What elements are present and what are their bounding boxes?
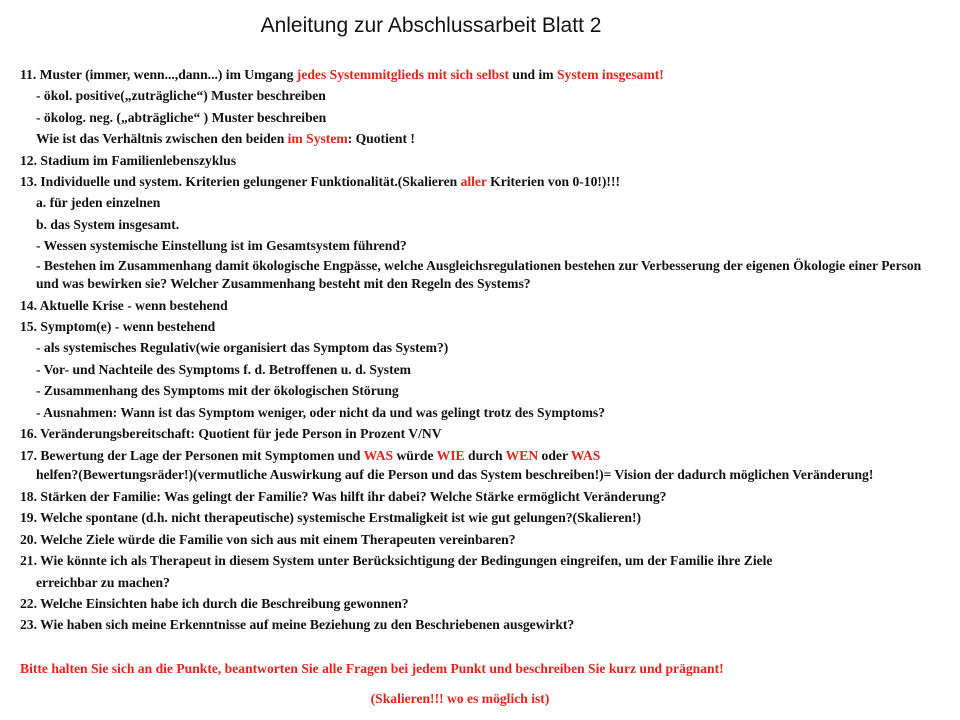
line-text: - Vor- und Nachteile des Symptoms f. d. Betroffenen u. d. System bbox=[36, 361, 411, 377]
page-title: Anleitung zur Abschlussarbeit Blatt 2 bbox=[260, 14, 602, 37]
instruction-line bbox=[20, 380, 940, 401]
instruction-line bbox=[20, 593, 940, 614]
line-text: b. das System insgesamt. bbox=[36, 216, 180, 232]
line-text: - als systemisches Regulativ(wie organisiert das Symptom das System?) bbox=[36, 340, 449, 356]
line-text: - ökol. positive(„zuträgliche“) Muster beschreiben bbox=[36, 88, 326, 104]
instruction-line bbox=[20, 529, 940, 550]
instruction-line bbox=[20, 192, 940, 213]
instruction-line bbox=[20, 337, 940, 358]
highlighted-text: jedes Systemmitglieds mit sich selbst bbox=[296, 67, 509, 82]
line-text: würde bbox=[393, 447, 437, 463]
instruction-line bbox=[20, 64, 940, 85]
line-text: 20. Welche Ziele würde die Familie von sich aus mit einem Therapeuten vereinbaren? bbox=[20, 531, 516, 547]
line-text: oder bbox=[538, 447, 571, 463]
instruction-line bbox=[20, 550, 940, 571]
line-text: 23. Wie haben sich meine Erkenntnisse auf meine Beziehung zu den Beschriebenen ausgewirkt? bbox=[20, 617, 575, 633]
footer-note: (Skalieren!!! wo es möglich ist) bbox=[370, 691, 550, 706]
instruction-line bbox=[20, 486, 940, 507]
instruction-line bbox=[20, 85, 940, 106]
line-text: Wie ist das Verhältnis zwischen den beiden bbox=[36, 131, 288, 147]
line-text: 19. Welche spontane (d.h. nicht therapeutische) systemische Erstmaligkeit ist wie gut gelungen?(Skalieren!) bbox=[20, 510, 642, 526]
highlighted-text: WAS bbox=[570, 447, 601, 463]
instruction-line bbox=[20, 214, 940, 235]
line-text: 11. Muster (immer, wenn...,dann...) im Umgang bbox=[20, 67, 297, 82]
instruction-line bbox=[20, 572, 940, 593]
line-text: Kriterien von 0-10!)!!! bbox=[486, 174, 620, 190]
instruction-line bbox=[20, 423, 940, 444]
line-text: - Zusammenhang des Symptoms mit der ökologischen Störung bbox=[36, 383, 399, 399]
instruction-line bbox=[20, 359, 940, 380]
highlighted-text: im System bbox=[287, 131, 348, 147]
line-text: durch bbox=[464, 447, 506, 463]
line-text: 22. Welche Einsichten habe ich durch die Beschreibung gewonnen? bbox=[20, 595, 409, 611]
instruction-list bbox=[20, 64, 940, 636]
line-text: erreichbar zu machen? bbox=[36, 574, 170, 590]
instruction-line bbox=[20, 295, 940, 316]
line-text: 15. Symptom(e) - wenn bestehend bbox=[20, 319, 216, 335]
line-text: 12. Stadium im Familienlebenszyklus bbox=[20, 152, 237, 168]
instruction-line bbox=[20, 614, 940, 635]
line-text: a. für jeden einzelnen bbox=[36, 195, 161, 211]
instruction-line bbox=[20, 507, 940, 528]
instruction-line bbox=[20, 445, 940, 466]
line-text: 18. Stärken der Familie: Was gelingt der Familie? Was hilft ihr dabei? Welche Stärke ermöglicht Veränderung? bbox=[20, 488, 667, 504]
line-text: : Quotient ! bbox=[347, 131, 415, 147]
line-text: 14. Aktuelle Krise - wenn bestehend bbox=[20, 297, 228, 313]
instruction-line bbox=[20, 402, 940, 423]
instruction-line bbox=[20, 171, 940, 192]
instruction-line bbox=[20, 150, 940, 171]
line-text: - Wessen systemische Einstellung ist im Gesamtsystem führend? bbox=[36, 238, 407, 254]
line-text: helfen?(Bewertungsräder!)(vermutliche Auswirkung auf die Person und das System beschreiben!)= Vision der dadurch möglichen Veränderung! bbox=[36, 466, 874, 482]
line-text: und im bbox=[509, 67, 557, 82]
instruction-line bbox=[20, 316, 940, 337]
line-text: - Ausnahmen: Wann ist das Symptom weniger, oder nicht da und was gelingt trotz des Symptoms? bbox=[36, 404, 606, 420]
instruction-line bbox=[20, 257, 940, 295]
line-text: - Bestehen im Zusammenhang damit ökologische Engpässe, welche Ausgleichsregulationen bestehen zur Verbesserung der eigenen Ökologie einer Person und was bewirken sie? Welcher Zusammenhang besteht mit den Regeln des Systems? bbox=[36, 257, 922, 291]
highlighted-text: WIE bbox=[436, 447, 465, 463]
line-text: 17. Bewertung der Lage der Personen mit Symptomen und bbox=[20, 447, 364, 463]
highlighted-text: WAS bbox=[363, 447, 394, 463]
instruction-line bbox=[20, 235, 940, 256]
highlighted-text: WEN bbox=[505, 447, 539, 463]
footer-instruction: Bitte halten Sie sich an die Punkte, beantworten Sie alle Fragen bei jedem Punkt und beschreiben Sie kurz und prägnant! bbox=[20, 661, 724, 676]
line-text: 13. Individuelle und system. Kriterien gelungener Funktionalität.(Skalieren bbox=[20, 174, 461, 190]
highlighted-text: aller bbox=[460, 174, 487, 190]
line-text: - ökolog. neg. („abträgliche“ ) Muster beschreiben bbox=[36, 109, 327, 125]
instruction-line bbox=[20, 107, 940, 128]
highlighted-text: System insgesamt! bbox=[556, 67, 664, 82]
line-text: 21. Wie könnte ich als Therapeut in diesem System unter Berücksichtigung der Bedingungen eingreifen, um der Familie ihre Ziele bbox=[20, 553, 773, 569]
line-text: 16. Veränderungsbereitschaft: Quotient für jede Person in Prozent V/NV bbox=[20, 426, 442, 442]
instruction-line bbox=[20, 466, 940, 486]
instruction-line bbox=[20, 128, 940, 149]
